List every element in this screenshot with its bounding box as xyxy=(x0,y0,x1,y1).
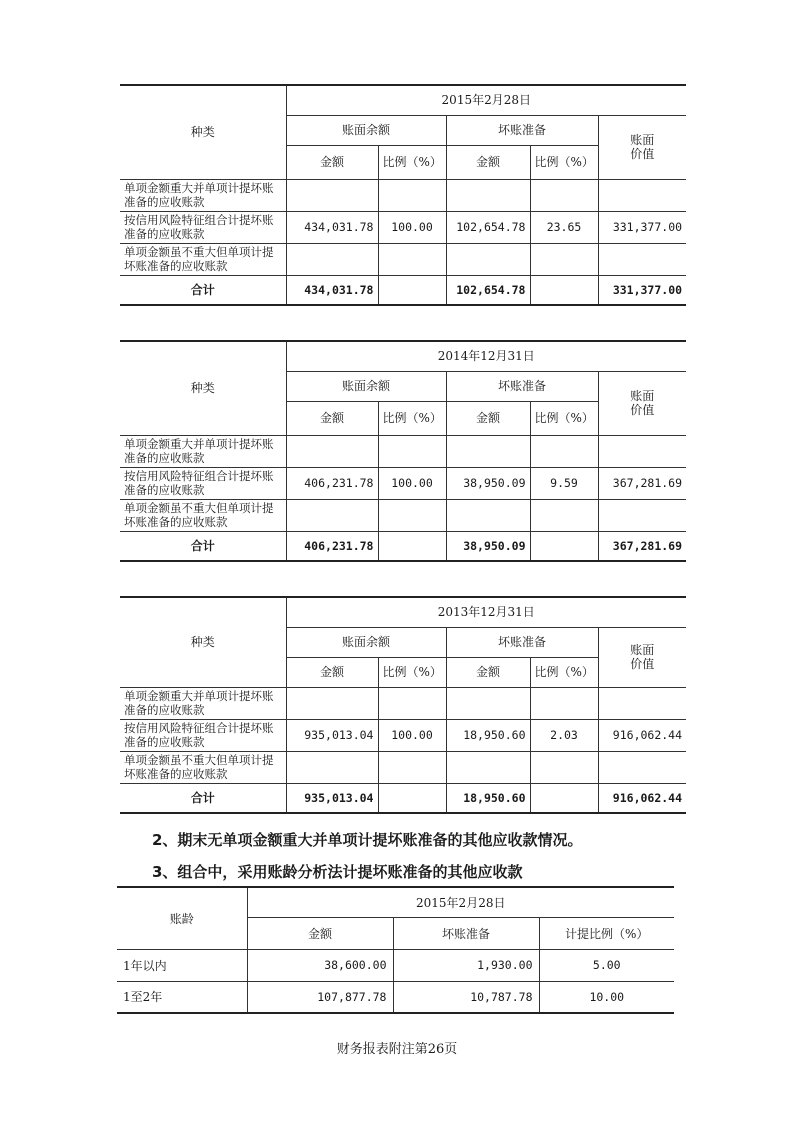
book-value-header: 账面价值 xyxy=(598,371,686,435)
row-label: 单项金额虽不重大但单项计提坏账准备的应收账款 xyxy=(120,751,286,783)
table-row xyxy=(120,719,686,751)
table-row xyxy=(120,179,686,211)
cell xyxy=(378,179,446,211)
cell xyxy=(378,687,446,719)
age-cell: 1年以内 xyxy=(117,949,247,981)
cell xyxy=(378,275,446,305)
cell: 434,031.78 xyxy=(286,211,378,243)
total-label: 合计 xyxy=(120,783,286,813)
cell: 100.00 xyxy=(378,211,446,243)
amount-header: 金额 xyxy=(446,401,530,435)
row-label: 按信用风险特征组合计提坏账准备的应收账款 xyxy=(120,467,286,499)
cell: 18,950.60 xyxy=(446,783,530,813)
cell: 100.00 xyxy=(378,719,446,751)
cell xyxy=(378,435,446,467)
amount-header: 金额 xyxy=(286,657,378,687)
cell: 367,281.69 xyxy=(598,467,686,499)
ratio-header: 计提比例（%） xyxy=(539,917,674,949)
cell xyxy=(446,751,530,783)
total-row xyxy=(120,531,686,561)
cell: 18,950.60 xyxy=(446,719,530,751)
table-row xyxy=(120,687,686,719)
ratio-header: 比例（%） xyxy=(378,145,446,179)
cell xyxy=(598,179,686,211)
amount-header: 金额 xyxy=(446,657,530,687)
cell: 10,787.78 xyxy=(393,981,539,1013)
row-label: 单项金额重大并单项计提坏账准备的应收账款 xyxy=(120,179,286,211)
amount-header: 金额 xyxy=(286,401,378,435)
cell xyxy=(530,435,598,467)
page-footer: 财务报表附注第26页 xyxy=(336,1042,458,1057)
cell: 38,950.09 xyxy=(446,531,530,561)
cell: 38,600.00 xyxy=(247,949,393,981)
book-value-header: 账面价值 xyxy=(598,627,686,687)
table-row xyxy=(120,499,686,531)
total-row xyxy=(120,275,686,305)
total-label: 合计 xyxy=(120,531,286,561)
cell xyxy=(530,783,598,813)
category-header: 种类 xyxy=(120,85,286,179)
cell xyxy=(446,435,530,467)
cell xyxy=(378,499,446,531)
cell xyxy=(446,179,530,211)
period-header: 2014年12月31日 xyxy=(286,341,686,371)
period-header: 2015年2月28日 xyxy=(247,887,674,917)
cell xyxy=(286,243,378,275)
cell xyxy=(378,531,446,561)
book-balance-header: 账面余额 xyxy=(286,115,446,145)
table-row xyxy=(117,981,674,1013)
ratio-header: 比例（%） xyxy=(530,657,598,687)
row-label: 按信用风险特征组合计提坏账准备的应收账款 xyxy=(120,719,286,751)
aging-table xyxy=(117,886,674,1014)
amount-header: 金额 xyxy=(446,145,530,179)
table-row xyxy=(120,751,686,783)
table-row xyxy=(117,949,674,981)
bad-debt-header: 坏账准备 xyxy=(446,115,598,145)
cell xyxy=(598,687,686,719)
cell xyxy=(286,179,378,211)
period-header: 2015年2月28日 xyxy=(286,85,686,115)
total-label: 合计 xyxy=(120,275,286,305)
row-label: 单项金额重大并单项计提坏账准备的应收账款 xyxy=(120,687,286,719)
cell: 331,377.00 xyxy=(598,211,686,243)
table-row xyxy=(120,467,686,499)
cell xyxy=(530,243,598,275)
cell: 23.65 xyxy=(530,211,598,243)
cell: 38,950.09 xyxy=(446,467,530,499)
cell: 406,231.78 xyxy=(286,531,378,561)
table-row xyxy=(120,211,686,243)
book-balance-header: 账面余额 xyxy=(286,371,446,401)
cell xyxy=(530,179,598,211)
cell: 406,231.78 xyxy=(286,467,378,499)
cell: 935,013.04 xyxy=(286,719,378,751)
cell xyxy=(530,275,598,305)
table-row xyxy=(120,435,686,467)
category-header: 种类 xyxy=(120,341,286,435)
book-balance-header: 账面余额 xyxy=(286,627,446,657)
cell xyxy=(530,531,598,561)
row-label: 按信用风险特征组合计提坏账准备的应收账款 xyxy=(120,211,286,243)
cell: 1,930.00 xyxy=(393,949,539,981)
cell xyxy=(286,499,378,531)
cell: 107,877.78 xyxy=(247,981,393,1013)
ratio-header: 比例（%） xyxy=(530,145,598,179)
section-heading-3: 3、组合中，采用账龄分析法计提坏账准备的其他应收款 xyxy=(152,863,523,881)
cell: 916,062.44 xyxy=(598,719,686,751)
cell: 434,031.78 xyxy=(286,275,378,305)
amount-header: 金额 xyxy=(286,145,378,179)
cell xyxy=(530,499,598,531)
cell xyxy=(446,243,530,275)
row-label: 单项金额重大并单项计提坏账准备的应收账款 xyxy=(120,435,286,467)
cell: 102,654.78 xyxy=(446,275,530,305)
cell xyxy=(598,499,686,531)
cell: 367,281.69 xyxy=(598,531,686,561)
cell xyxy=(286,435,378,467)
cell: 102,654.78 xyxy=(446,211,530,243)
row-label: 单项金额虽不重大但单项计提坏账准备的应收账款 xyxy=(120,243,286,275)
cell xyxy=(378,751,446,783)
cell: 100.00 xyxy=(378,467,446,499)
cell xyxy=(530,751,598,783)
cell: 10.00 xyxy=(539,981,674,1013)
age-cell: 1至2年 xyxy=(117,981,247,1013)
receivables-table-2013 xyxy=(120,596,686,814)
cell: 935,013.04 xyxy=(286,783,378,813)
cell xyxy=(286,751,378,783)
ratio-header: 比例（%） xyxy=(378,401,446,435)
receivables-table-2014 xyxy=(120,340,686,562)
cell xyxy=(530,687,598,719)
aging-header: 账龄 xyxy=(117,887,247,949)
cell xyxy=(378,783,446,813)
cell: 9.59 xyxy=(530,467,598,499)
cell xyxy=(446,499,530,531)
cell xyxy=(286,687,378,719)
period-header: 2013年12月31日 xyxy=(286,597,686,627)
bad-debt-header: 坏账准备 xyxy=(446,627,598,657)
total-row xyxy=(120,783,686,813)
cell xyxy=(598,435,686,467)
ratio-header: 比例（%） xyxy=(378,657,446,687)
ratio-header: 比例（%） xyxy=(530,401,598,435)
cell xyxy=(598,243,686,275)
section-heading-2: 2、期末无单项金额重大并单项计提坏账准备的其他应收款情况。 xyxy=(152,831,583,849)
amount-header: 金额 xyxy=(247,917,393,949)
table-row xyxy=(120,243,686,275)
cell xyxy=(598,751,686,783)
row-label: 单项金额虽不重大但单项计提坏账准备的应收账款 xyxy=(120,499,286,531)
category-header: 种类 xyxy=(120,597,286,687)
cell xyxy=(446,687,530,719)
cell: 2.03 xyxy=(530,719,598,751)
cell: 5.00 xyxy=(539,949,674,981)
bad-debt-header: 坏账准备 xyxy=(446,371,598,401)
book-value-header: 账面价值 xyxy=(598,115,686,179)
cell: 916,062.44 xyxy=(598,783,686,813)
cell: 331,377.00 xyxy=(598,275,686,305)
cell xyxy=(378,243,446,275)
bad-debt-header: 坏账准备 xyxy=(393,917,539,949)
receivables-table-2015 xyxy=(120,84,686,306)
